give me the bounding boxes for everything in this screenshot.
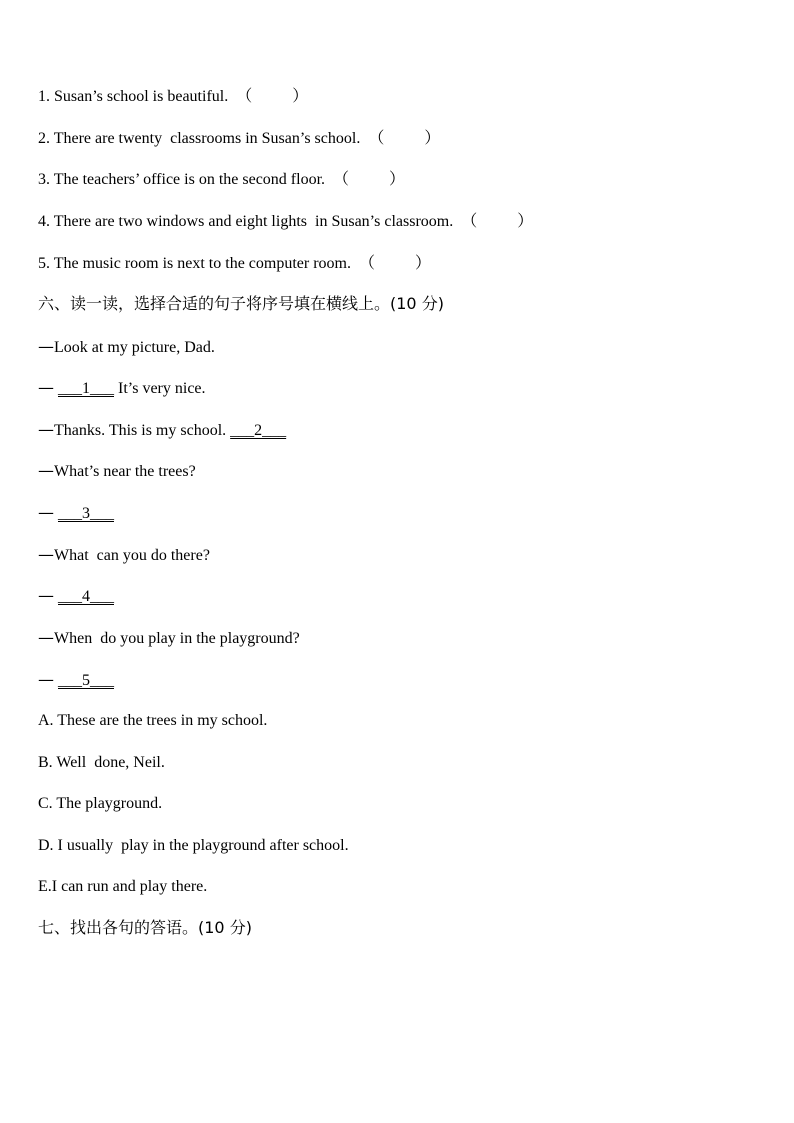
dialogue-line-2	[38, 378, 206, 399]
tf-item-text: The teachers’ office is on the second floor.	[53, 171, 326, 188]
answer-parentheses[interactable]: （ ）	[333, 171, 406, 188]
option-a: A. These are the trees in my school.	[38, 712, 268, 729]
dialogue-text: What’s near the trees?	[54, 463, 196, 480]
dialogue-text: What can you do there?	[54, 547, 210, 564]
tf-item-number: 3.	[38, 171, 50, 188]
dialogue-text: It’s very nice.	[114, 380, 206, 397]
tf-item-text: There are two windows and eight lights in Susan’s classroom.	[53, 213, 454, 230]
dialogue-dash: —	[38, 670, 54, 689]
option-d: D. I usually play in the playground after school.	[38, 837, 349, 854]
dialogue-line-3	[38, 420, 286, 441]
dialogue-line-8	[38, 628, 300, 649]
dialogue-text: Thanks. This is my school.	[54, 422, 231, 439]
answer-blank-1[interactable]: ___1___	[58, 380, 114, 397]
tf-item-text: There are twenty classrooms in Susan’s school.	[53, 130, 361, 147]
answer-parentheses[interactable]: （ ）	[368, 130, 441, 147]
tf-item-number: 5.	[38, 255, 50, 272]
dialogue-dash: —	[38, 545, 54, 564]
tf-item-3	[38, 170, 405, 190]
dialogue-line-1	[38, 337, 215, 358]
option-e: E.I can run and play there.	[38, 878, 208, 895]
dialogue-dash: —	[38, 378, 54, 397]
section-7-heading: 七、找出各句的答语。(10 分)	[38, 918, 252, 937]
answer-blank-2[interactable]: ___2___	[230, 422, 287, 439]
tf-item-number: 1.	[38, 88, 50, 105]
option-c: C. The playground.	[38, 795, 163, 812]
tf-item-number: 2.	[38, 130, 50, 147]
dialogue-dash: —	[38, 420, 54, 439]
tf-item-number: 4.	[38, 213, 50, 230]
tf-item-text: The music room is next to the computer room.	[53, 255, 351, 272]
section-6-heading: 六、读一读，选择合适的句子将序号填在横线上。(10 分)	[38, 294, 444, 313]
dialogue-line-6	[38, 545, 210, 566]
dialogue-dash: —	[38, 337, 54, 356]
dialogue-line-7	[38, 586, 114, 607]
dialogue-dash: —	[38, 461, 54, 480]
dialogue-line-5	[38, 503, 114, 524]
dialogue-dash: —	[38, 503, 54, 522]
tf-item-text: Susan’s school is beautiful.	[54, 88, 229, 105]
tf-item-5	[38, 254, 431, 274]
answer-parentheses[interactable]: （ ）	[236, 88, 309, 105]
tf-item-2	[38, 129, 440, 149]
answer-blank-4[interactable]: ___4___	[58, 588, 114, 605]
dialogue-text: Look at my picture, Dad.	[54, 339, 215, 356]
dialogue-line-9	[38, 670, 114, 691]
dialogue-dash: —	[38, 586, 54, 605]
tf-item-1	[38, 87, 308, 107]
dialogue-text: When do you play in the playground?	[54, 630, 300, 647]
dialogue-dash: —	[38, 628, 54, 647]
answer-parentheses[interactable]: （ ）	[359, 255, 432, 272]
tf-item-4	[38, 212, 533, 232]
answer-blank-5[interactable]: ___5___	[58, 672, 114, 689]
dialogue-line-4	[38, 461, 196, 482]
option-b: B. Well done, Neil.	[38, 754, 165, 771]
answer-blank-3[interactable]: ___3___	[58, 505, 114, 522]
answer-parentheses[interactable]: （ ）	[461, 213, 534, 230]
